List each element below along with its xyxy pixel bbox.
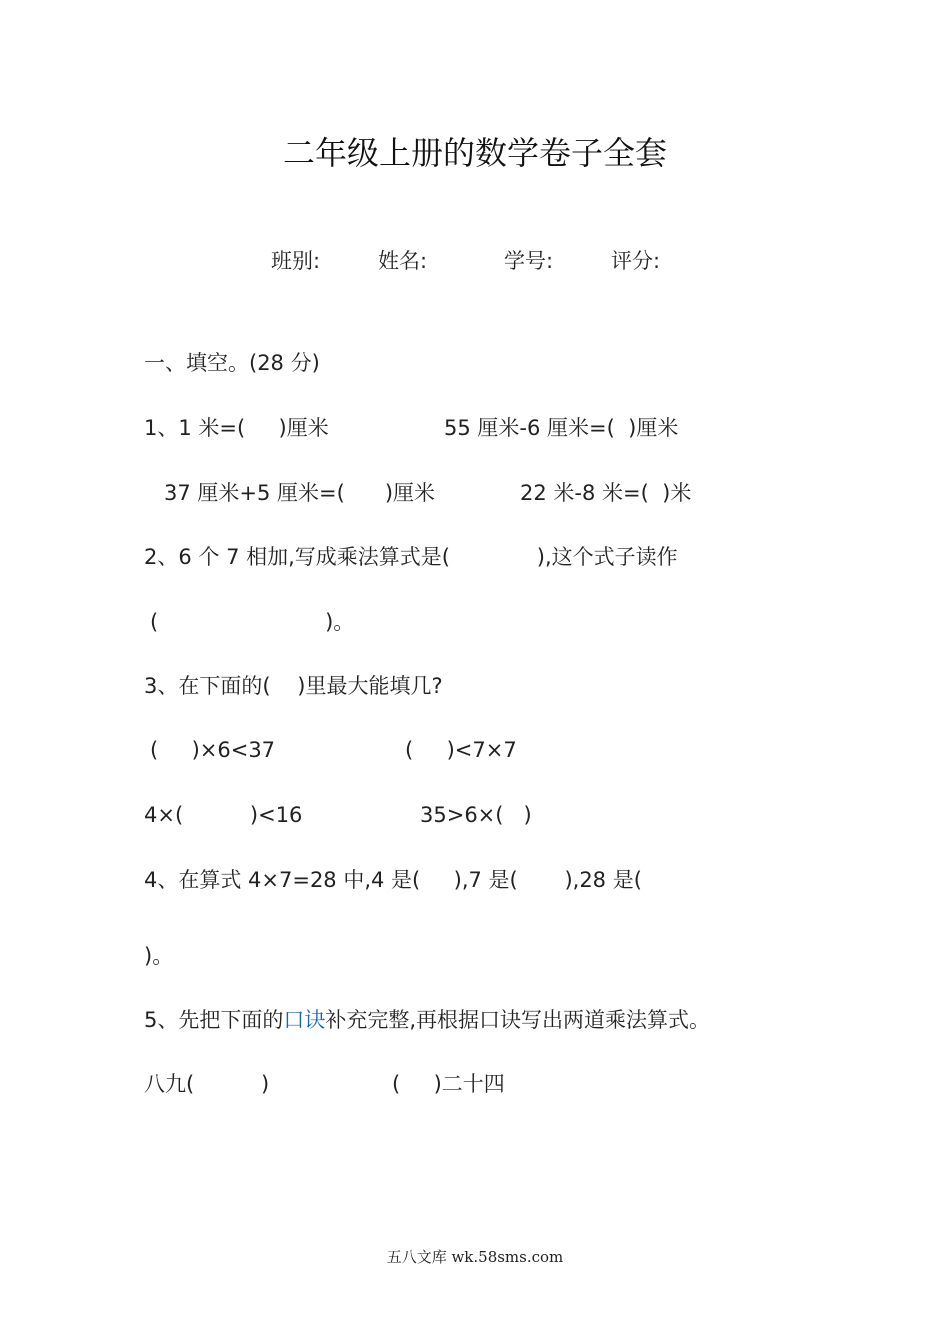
question-1-part-b: 55 厘米-6 厘米=( )厘米 <box>444 416 679 440</box>
section-heading: 一、填空。(28 分) <box>144 351 320 375</box>
student-number-label: 学号: <box>504 249 554 273</box>
score-label: 评分: <box>611 249 661 273</box>
name-label: 姓名: <box>378 249 428 273</box>
question-2-line-2: ( )。 <box>150 610 355 634</box>
question-1-part-c: 37 厘米+5 厘米=( )厘米 <box>164 481 436 505</box>
question-2-line-1: 2、6 个 7 相加,写成乘法算式是( ),这个式子读作 <box>144 545 678 569</box>
question-5-item-b: ( )二十四 <box>392 1072 505 1096</box>
page-title: 二年级上册的数学卷子全套 <box>282 134 667 172</box>
footer-watermark: 五八文库 wk.58sms.com <box>386 1248 564 1266</box>
question-4-line-1: 4、在算式 4×7=28 中,4 是( ),7 是( ),28 是( <box>144 868 642 892</box>
multiplication-rhyme-link[interactable]: 口诀 <box>283 1008 326 1032</box>
question-4-line-2: )。 <box>144 944 174 968</box>
question-5-prefix: 5、先把下面的 <box>144 1008 284 1032</box>
question-1-part-d: 22 米-8 米=( )米 <box>520 481 692 505</box>
question-3-heading: 3、在下面的( )里最大能填几? <box>144 674 443 698</box>
question-3-item-b: ( )<7×7 <box>405 738 517 762</box>
question-3-item-d: 35>6×( ) <box>420 803 532 827</box>
question-5-item-a: 八九( ) <box>144 1072 270 1096</box>
question-5-suffix: 补充完整,再根据口诀写出两道乘法算式。 <box>325 1008 711 1032</box>
class-label: 班别: <box>271 249 321 273</box>
question-3-item-c: 4×( )<16 <box>144 803 303 827</box>
question-3-item-a: ( )×6<37 <box>150 738 276 762</box>
question-1-part-a: 1、1 米=( )厘米 <box>144 416 329 440</box>
question-5-line <box>144 1010 710 1031</box>
